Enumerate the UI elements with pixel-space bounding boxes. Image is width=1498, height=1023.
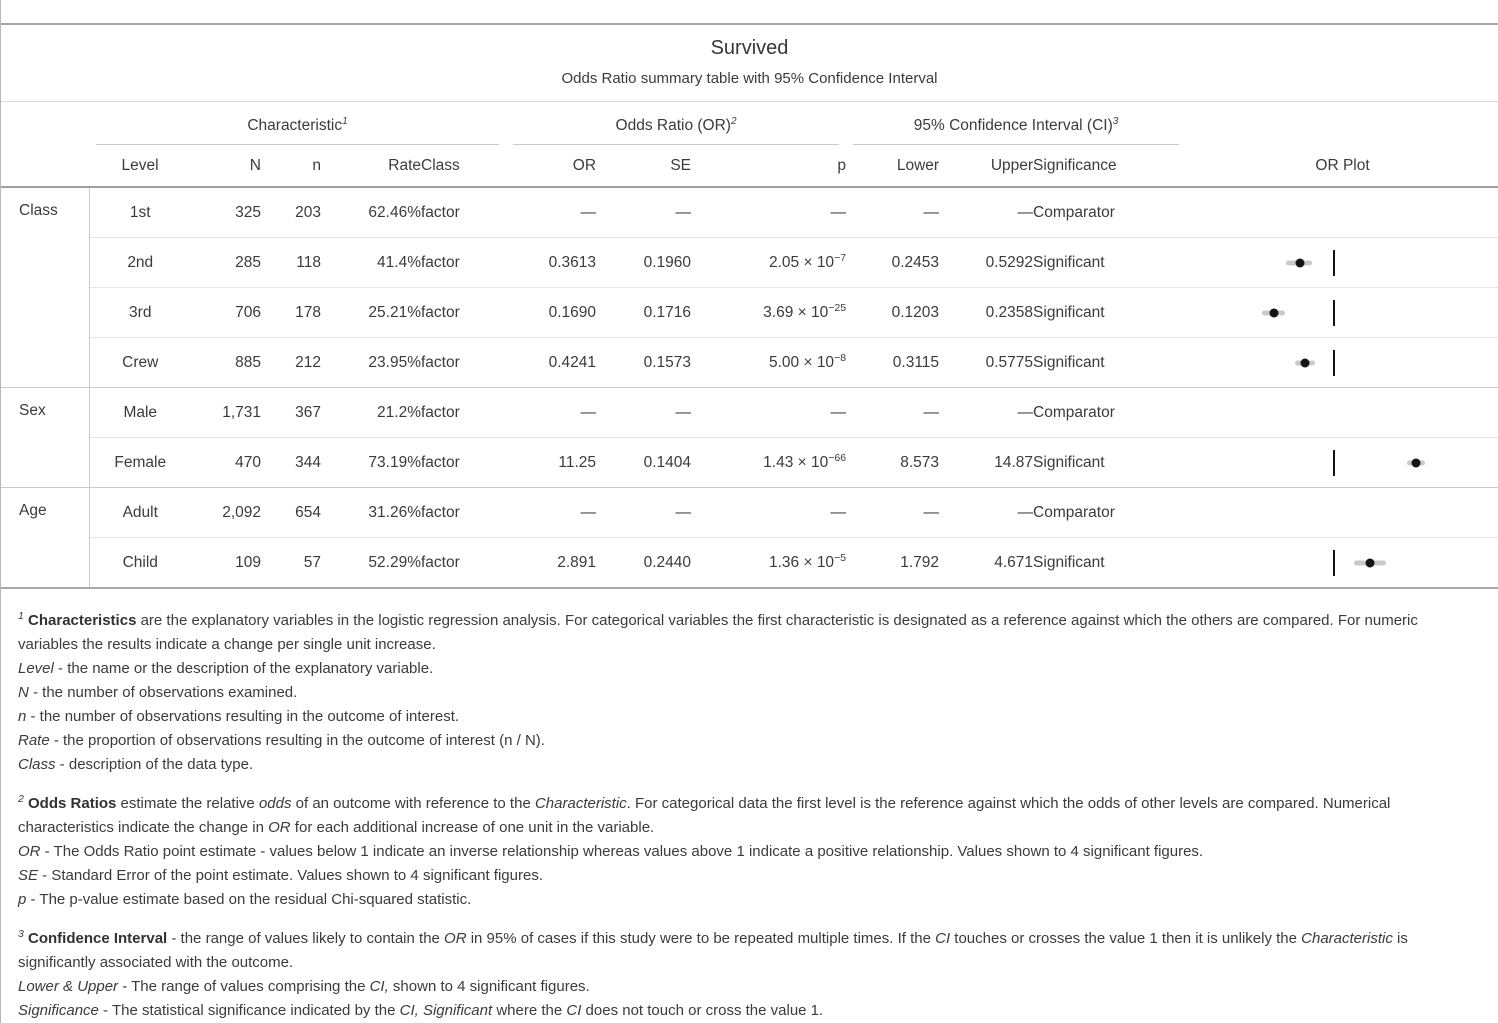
cell-se: 0.1404 <box>596 438 691 488</box>
cell-N: 285 <box>191 238 261 288</box>
cell-p <box>691 438 846 488</box>
cell-significance: Significant <box>1033 238 1186 288</box>
spanner-ci-label: 95% Confidence Interval (CI) <box>913 117 1113 134</box>
cell-se: 0.2440 <box>596 538 691 589</box>
or-reference-line <box>1333 250 1335 276</box>
spanner-odds-ratio-label: Odds Ratio (OR) <box>615 117 731 134</box>
cell-level: Child <box>89 538 191 589</box>
table-row <box>1 288 1498 338</box>
cell-significance: Comparator <box>1033 203 1115 221</box>
footnote-confidence-interval: $^3$ Confidence Interval - the range of values likely to contain the OR in 95% of cases if this study were to be repeated multiple times. If the CI touches or crosses the value 1 then it is unlikely the Characteristic is significantly associated with the outcome. Lower & Upper - The range of values comprising the CI, shown to 4 significant figures. Significance - The statistical significance indicated by the CI, Significant where the CI does not touch or cross the value 1. <box>18 928 1408 1019</box>
cell-N: 109 <box>191 538 261 589</box>
cell-N: 325 <box>235 203 261 221</box>
table-body <box>1 187 1498 588</box>
or-reference-line <box>1333 350 1335 376</box>
cell-class: factor <box>421 203 460 221</box>
cell-class: factor <box>421 488 506 538</box>
cell-lower: 0.3115 <box>846 338 939 388</box>
or-point <box>1300 358 1309 367</box>
cell-or-plot <box>1186 288 1498 338</box>
cell-upper: — <box>939 388 1033 438</box>
cell-significance: Significant <box>1033 438 1186 488</box>
column-header-row <box>1 145 1498 187</box>
p-mantissa: 1.36 × 10 <box>768 554 835 572</box>
cell-n: 178 <box>261 288 321 338</box>
p-mantissa: 1.43 × 10 <box>763 454 829 472</box>
cell-N: 706 <box>191 288 261 338</box>
footnote-odds-ratios: $^2$ Odds Ratios estimate the relative odds of an outcome with reference to the Characteristic. For categorical data the first level is the reference against which the odds of other levels are compared. Numerical characteristics indicate the change in OR for each additional increase of one unit in the variable. OR - The Odds Ratio point estimate - values below 1 indicate an inverse relationship whereas values above 1 indicate a positive relationship. Values shown to 4 significant figures. SE - Standard Error of the point estimate. Values shown to 4 significant figures. p - The p-value estimate based on the residual Chi-squared statistic. <box>18 793 1391 908</box>
cell-rate: 25.21% <box>321 288 421 338</box>
cell-class: factor <box>421 538 506 589</box>
spanner-confidence-interval <box>846 102 1186 145</box>
table-row <box>1 538 1498 589</box>
cell-p <box>691 288 846 338</box>
cell-lower: 1.792 <box>846 538 939 589</box>
table-row <box>1 388 1498 438</box>
cell-n: 57 <box>261 538 321 589</box>
p-exponent: −7 <box>834 252 847 265</box>
cell-lower: 0.1203 <box>846 288 939 338</box>
cell-p <box>691 187 846 238</box>
or-plot <box>1186 288 1498 337</box>
group-cell-sex: Sex <box>1 388 89 488</box>
cell-lower: — <box>846 388 939 438</box>
or-point <box>1366 558 1375 567</box>
or-plot <box>1186 338 1498 387</box>
cell-or-plot <box>1186 538 1498 589</box>
cell-p <box>691 388 846 438</box>
or-point <box>1269 308 1278 317</box>
cell-or-plot <box>1186 488 1498 538</box>
cell-significance: Significant <box>1033 338 1186 388</box>
cell-n: 203 <box>295 203 321 221</box>
col-header-N: N <box>249 156 261 174</box>
cell-N: 470 <box>191 438 261 488</box>
cell-upper: 4.671 <box>939 538 1033 589</box>
p-exponent: −8 <box>834 352 847 365</box>
or-plot <box>1186 488 1498 537</box>
cell-p <box>691 488 846 538</box>
p-mantissa: 3.69 × 10 <box>763 304 829 322</box>
col-header-rate: Rate <box>388 156 421 174</box>
or-reference-line <box>1333 300 1335 326</box>
cell-p <box>691 538 846 589</box>
cell-significance: Significant <box>1033 538 1186 589</box>
or-point <box>1295 258 1304 267</box>
cell-class: factor <box>421 238 506 288</box>
cell-level: Adult <box>89 488 191 538</box>
cell-n: 212 <box>261 338 321 388</box>
or-reference-line <box>1333 450 1335 476</box>
cell-or-plot <box>1186 388 1498 438</box>
col-header-significance: Significance <box>1033 156 1117 174</box>
spanner-spacer <box>1 102 89 145</box>
cell-level: Crew <box>89 338 191 388</box>
cell-lower: — <box>846 488 939 538</box>
cell-significance: Comparator <box>1033 388 1186 438</box>
p-mantissa: — <box>830 404 847 422</box>
cell-or: — <box>506 488 596 538</box>
p-mantissa: — <box>830 204 847 222</box>
cell-se: — <box>596 388 691 438</box>
spanner-odds-ratio <box>506 102 846 145</box>
p-exponent: −25 <box>828 302 847 315</box>
spanner-row <box>1 102 1498 145</box>
cell-n: 118 <box>261 238 321 288</box>
cell-or: 0.3613 <box>506 238 596 288</box>
cell-lower: — <box>923 203 940 221</box>
page-subtitle: Odds Ratio summary table with 95% Confidence Interval <box>561 70 938 87</box>
cell-n: 367 <box>261 388 321 438</box>
odds-ratio-summary-table <box>1 102 1498 589</box>
or-plot <box>1186 538 1498 587</box>
cell-rate: 21.2% <box>321 388 421 438</box>
cell-class: factor <box>421 338 506 388</box>
cell-p <box>691 238 846 288</box>
cell-or: 0.4241 <box>506 338 596 388</box>
or-point <box>1412 458 1421 467</box>
group-cell-age: Age <box>1 488 89 589</box>
col-header-p: p <box>837 156 847 174</box>
col-header-upper: Upper <box>990 156 1034 174</box>
cell-rate: 41.4% <box>321 238 421 288</box>
or-plot <box>1186 188 1498 237</box>
cell-upper: — <box>939 488 1033 538</box>
col-header-lower: Lower <box>896 156 940 174</box>
cell-upper: 0.5292 <box>939 238 1033 288</box>
or-plot <box>1186 438 1498 487</box>
table-row <box>1 238 1498 288</box>
cell-or: — <box>580 203 597 221</box>
cell-or: 11.25 <box>506 438 596 488</box>
cell-rate: 31.26% <box>321 488 421 538</box>
cell-level: 1st <box>129 203 151 221</box>
cell-p <box>691 338 846 388</box>
p-mantissa: 5.00 × 10 <box>768 354 835 372</box>
cell-lower: 0.2453 <box>846 238 939 288</box>
p-exponent: −66 <box>828 452 847 465</box>
cell-rate: 52.29% <box>321 538 421 589</box>
spanner-spacer-plot <box>1186 102 1498 145</box>
cell-se: — <box>596 488 691 538</box>
footnote-mark-1: 1 <box>342 115 348 127</box>
footnotes-section <box>1 589 1498 1023</box>
cell-rate: 23.95% <box>321 338 421 388</box>
table-row <box>1 187 1498 238</box>
cell-or: — <box>506 388 596 438</box>
cell-or-plot <box>1186 187 1498 238</box>
cell-class: factor <box>421 288 506 338</box>
cell-class: factor <box>421 438 506 488</box>
table-row <box>1 338 1498 388</box>
col-header-class: Class <box>421 156 460 174</box>
table-header <box>1 23 1498 102</box>
cell-or-plot <box>1186 238 1498 288</box>
cell-or-plot <box>1186 438 1498 488</box>
table-row <box>1 438 1498 488</box>
cell-upper: 0.5775 <box>939 338 1033 388</box>
cell-N: 2,092 <box>191 488 261 538</box>
cell-significance: Comparator <box>1033 488 1186 538</box>
group-cell-class: Class <box>1 187 89 388</box>
cell-N: 1,731 <box>191 388 261 438</box>
cell-n: 654 <box>261 488 321 538</box>
cell-upper: 0.2358 <box>939 288 1033 338</box>
cell-significance: Significant <box>1033 288 1186 338</box>
cell-se: 0.1716 <box>596 288 691 338</box>
cell-lower: 8.573 <box>846 438 939 488</box>
footnote-characteristics: $^1$ Characteristics are the explanatory variables in the logistic regression analysis. For categorical variables the first characteristic is designated as a reference against which the others are compared. For numeric variables the results indicate a change per single unit increase. Level - the name or the description of the explanatory variable. N - the number of observations examined. n - the number of observations resulting in the outcome of interest. Rate - the proportion of observations resulting in the outcome of interest (n / N). Class - description of the data type. <box>18 610 1418 773</box>
cell-class: factor <box>421 388 506 438</box>
cell-upper: 14.87 <box>939 438 1033 488</box>
cell-level: Male <box>89 388 191 438</box>
p-exponent: −5 <box>834 552 847 565</box>
cell-rate: 62.46% <box>368 203 421 221</box>
page-title: Survived <box>710 37 789 59</box>
cell-level: 2nd <box>89 238 191 288</box>
col-header-level: Level <box>121 156 159 174</box>
p-mantissa: — <box>830 504 847 522</box>
p-mantissa: 2.05 × 10 <box>768 254 835 272</box>
col-header-or: OR <box>572 156 597 174</box>
cell-upper: — <box>1017 203 1034 221</box>
or-plot <box>1186 388 1498 437</box>
cell-level: 3rd <box>89 288 191 338</box>
cell-n: 344 <box>261 438 321 488</box>
cell-se: — <box>675 203 692 221</box>
col-header-group <box>1 145 89 187</box>
cell-N: 885 <box>191 338 261 388</box>
cell-or: 0.1690 <box>506 288 596 338</box>
cell-level: Female <box>89 438 191 488</box>
cell-se: 0.1960 <box>596 238 691 288</box>
or-plot <box>1186 238 1498 287</box>
table-row <box>1 488 1498 538</box>
spanner-characteristic <box>89 102 506 145</box>
col-header-n: n <box>312 156 321 174</box>
or-reference-line <box>1333 550 1335 576</box>
col-header-se: SE <box>670 156 692 174</box>
cell-rate: 73.19% <box>321 438 421 488</box>
cell-se: 0.1573 <box>596 338 691 388</box>
footnote-mark-3: 3 <box>1112 115 1119 127</box>
table-head <box>1 102 1498 187</box>
cell-or-plot <box>1186 338 1498 388</box>
col-header-or-plot: OR Plot <box>1315 156 1370 174</box>
footnote-mark-2: 2 <box>730 115 737 127</box>
spanner-characteristic-label: Characteristic <box>247 117 343 134</box>
cell-or: 2.891 <box>506 538 596 589</box>
